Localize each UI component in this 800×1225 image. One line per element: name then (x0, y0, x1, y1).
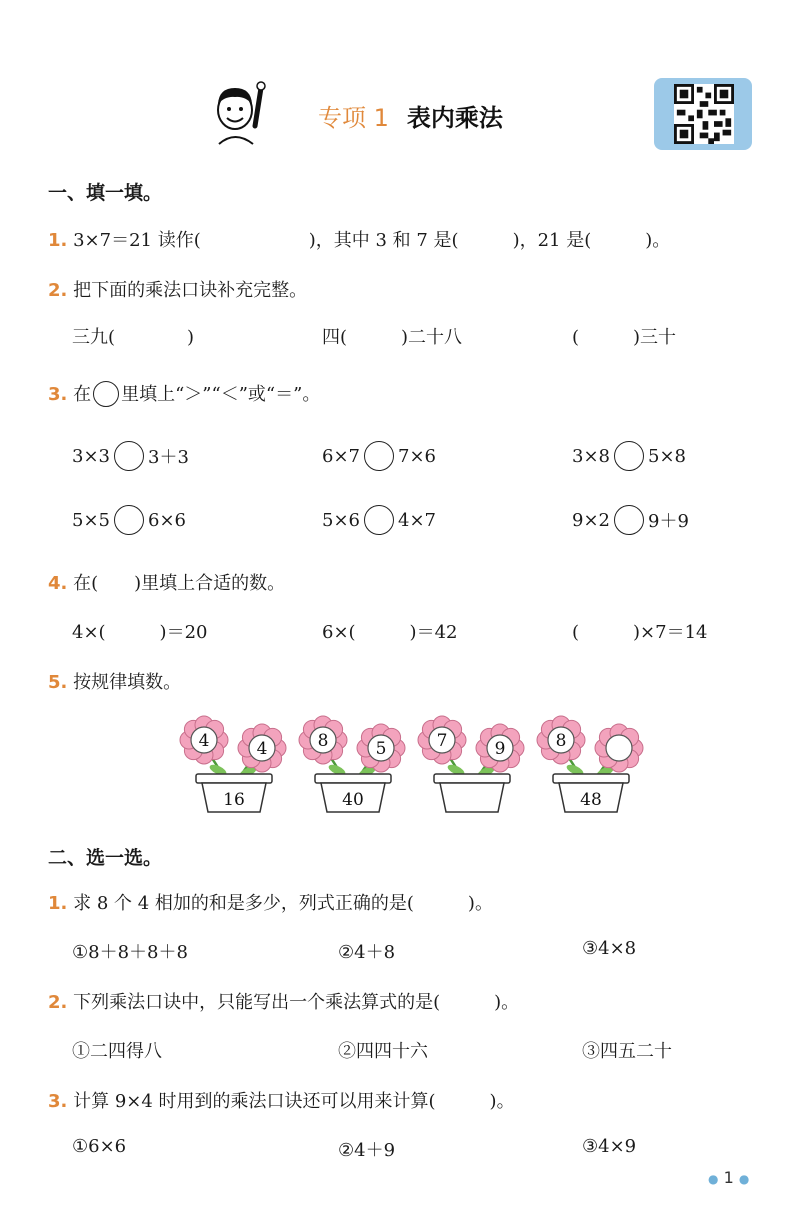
flower (476, 724, 524, 772)
flower-number: 9 (494, 739, 506, 759)
question-1-4: 4. 在( )里填上合适的数。 (48, 573, 286, 594)
rhyme-item-1: 三九( ) (72, 327, 195, 348)
pot-rim (315, 774, 391, 783)
question-1-5: 5. 按规律填数。 (48, 672, 182, 693)
flower-number: 4 (256, 739, 268, 759)
compare-answer-circle[interactable] (614, 441, 644, 471)
qr-pattern (674, 84, 734, 144)
flower (418, 716, 466, 764)
compare-item: 3×8 5×8 (572, 441, 686, 471)
fill-item-1: 4×( )＝20 (72, 622, 208, 643)
pot-body[interactable] (440, 783, 504, 812)
section-heading-choose: 二、选一选。 (48, 847, 163, 869)
flower (180, 716, 228, 764)
option-a: ①8＋8＋8＋8 (72, 942, 188, 963)
flower-pot-group (299, 716, 405, 812)
compare-item: 5×5 6×6 (72, 505, 186, 535)
question-1-1: 1. 3×7＝21 读作( )，其中 3 和 7 是( )，21 是( )。 (48, 230, 671, 251)
flower-pot-group (180, 716, 286, 812)
qr-code-icon (654, 78, 752, 150)
pot-product: 40 (342, 790, 364, 810)
option-a: ①二四得八 (72, 1041, 162, 1062)
page-title (318, 98, 503, 133)
question-1-2: 2. 把下面的乘法口诀补充完整。 (48, 280, 308, 301)
flower-pot-group (418, 716, 524, 812)
flower-pot-group (537, 716, 643, 812)
section-heading-fill: 一、填一填。 (48, 182, 163, 204)
flower-number: 7 (436, 731, 448, 751)
flower-pots-illustration (178, 712, 648, 824)
compare-answer-circle[interactable] (114, 441, 144, 471)
question-2-2: 2. 下列乘法口诀中，只能写出一个乘法算式的是( )。 (48, 992, 520, 1013)
fill-item-2: 6×( )＝42 (322, 622, 458, 643)
option-b: ②4＋9 (338, 1140, 396, 1161)
flower (357, 724, 405, 772)
page-number: ● 1 ● (708, 1168, 750, 1187)
compare-item: 6×7 7×6 (322, 441, 436, 471)
fill-item-3: ( )×7＝14 (572, 622, 708, 643)
flower-number: 8 (317, 731, 329, 751)
cartoon-boy-icon (205, 78, 275, 148)
option-a: ①6×6 (72, 1136, 127, 1157)
option-b: ②四四十六 (338, 1041, 428, 1062)
option-c: ③四五二十 (582, 1041, 672, 1062)
flower-center[interactable] (606, 735, 632, 761)
option-c: ③4×8 (582, 938, 637, 959)
flower (299, 716, 347, 764)
flower (537, 716, 585, 764)
rhyme-item-2: 四( )二十八 (322, 327, 463, 348)
flower-number: 5 (375, 739, 387, 759)
topic-name: 表内乘法 (406, 104, 503, 132)
compare-item: 3×3 3＋3 (72, 441, 189, 471)
pot-rim (434, 774, 510, 783)
compare-answer-circle[interactable] (364, 441, 394, 471)
pot-rim (196, 774, 272, 783)
compare-answer-circle[interactable] (364, 505, 394, 535)
flower (238, 724, 286, 772)
answer-circle-icon (93, 381, 119, 407)
flower (595, 724, 643, 772)
pot-rim (553, 774, 629, 783)
flower-number: 4 (198, 731, 210, 751)
option-b: ②4＋8 (338, 942, 396, 963)
compare-answer-circle[interactable] (614, 505, 644, 535)
question-2-1: 1. 求 8 个 4 相加的和是多少，列式正确的是( )。 (48, 893, 493, 914)
pot-product: 48 (580, 790, 602, 810)
question-1-3: 3. 在 里填上“＞”“＜”或“＝”。 (48, 380, 320, 407)
topic-number: 专项 1 (318, 104, 389, 132)
rhyme-item-3: ( )三十 (572, 327, 677, 348)
compare-item: 9×2 9＋9 (572, 505, 689, 535)
compare-item: 5×6 4×7 (322, 505, 436, 535)
pot-product: 16 (223, 790, 245, 810)
question-2-3: 3. 计算 9×4 时用到的乘法口诀还可以用来计算( )。 (48, 1091, 515, 1112)
option-c: ③4×9 (582, 1136, 637, 1157)
compare-answer-circle[interactable] (114, 505, 144, 535)
flower-number: 8 (555, 731, 567, 751)
